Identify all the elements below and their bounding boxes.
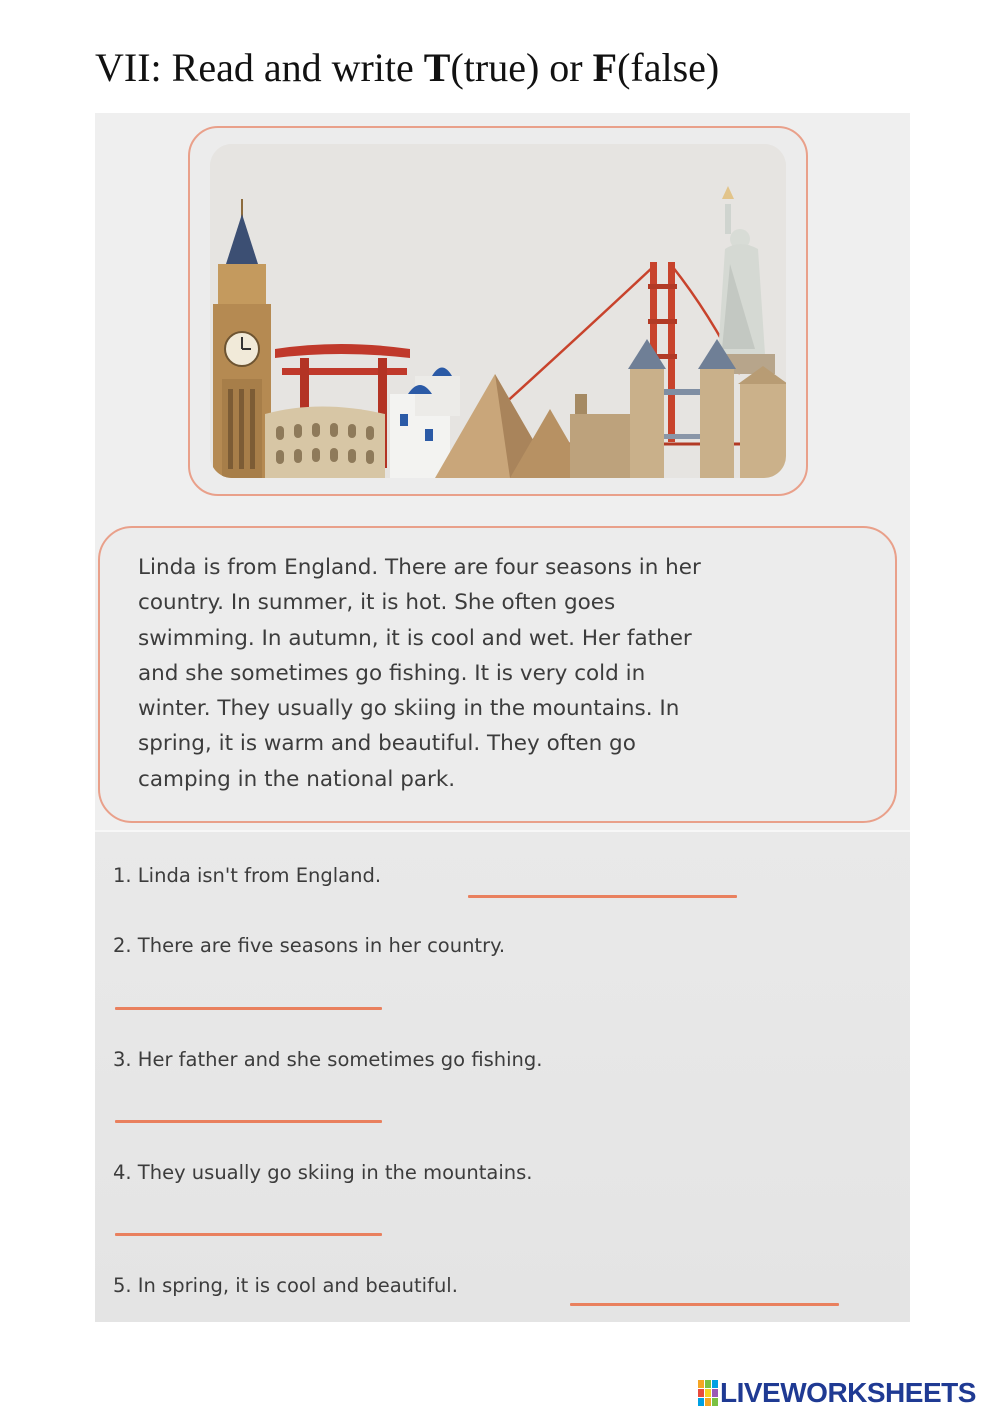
passage-line: winter. They usually go skiing in the mountains. In (138, 696, 680, 722)
title-f-word: (false) (617, 45, 720, 90)
liveworksheets-logo (698, 1378, 976, 1408)
liveworksheets-logo-text: LIVEWORKSHEETS (720, 1377, 976, 1408)
passage-line: country. In summer, it is hot. She often goes (138, 590, 616, 616)
landmarks-svg (210, 144, 786, 478)
worksheet-top (95, 113, 910, 830)
classical-building-icon (738, 366, 786, 478)
title-f-letter: F (592, 45, 618, 90)
question-5: 5. In spring, it is cool and beautiful. (113, 1274, 458, 1297)
question-3: 3. Her father and she sometimes go fishing. (113, 1048, 543, 1071)
answer-2-input[interactable] (115, 1007, 382, 1010)
passage-line: camping in the national park. (138, 766, 456, 792)
title-t-letter: T (423, 45, 451, 90)
passage-line: and she sometimes go fishing. It is very cold in (138, 660, 646, 686)
answer-1-input[interactable] (468, 895, 737, 898)
answer-3-input[interactable] (115, 1120, 382, 1123)
question-1: 1. Linda isn't from England. (113, 864, 382, 887)
colosseum-icon (265, 407, 385, 479)
questions-panel (95, 830, 910, 1322)
answer-5-input[interactable] (570, 1303, 839, 1306)
world-landmarks-illustration (210, 144, 786, 478)
liveworksheets-logo-icon (698, 1380, 718, 1406)
title-prefix: VII: Read and write (95, 45, 424, 90)
title-t-word: (true) or (450, 45, 593, 90)
worksheet (95, 113, 910, 1320)
passage-line: Linda is from England. There are four seasons in her (138, 555, 701, 580)
page-title (95, 45, 720, 90)
passage-line: swimming. In autumn, it is cool and wet. Her father (138, 625, 692, 651)
answer-4-input[interactable] (115, 1233, 382, 1236)
illustration-frame (188, 126, 808, 496)
question-4: 4. They usually go skiing in the mountains. (113, 1161, 533, 1184)
reading-passage-frame (98, 526, 897, 823)
reading-passage (138, 550, 878, 797)
question-2: 2. There are five seasons in her country. (113, 934, 506, 957)
passage-line: spring, it is warm and beautiful. They often go (138, 731, 636, 757)
